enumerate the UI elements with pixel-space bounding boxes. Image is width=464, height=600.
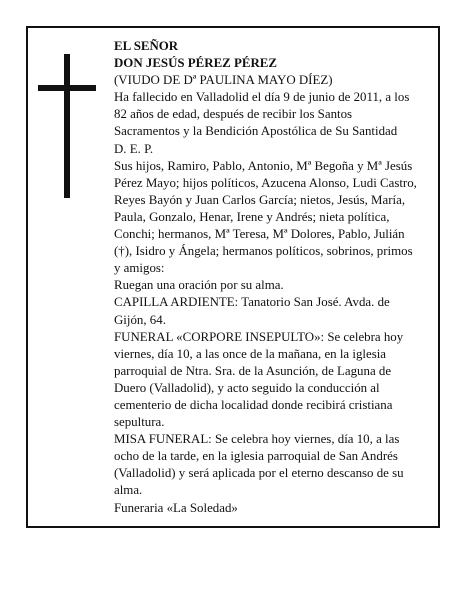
mass-info: MISA FUNERAL: Se celebra hoy viernes, día 10, a las ocho de la tarde, en la iglesia parroquial de San Andrés (Valladolid) y será aplicada por el eterno descanso de su alma. [114, 432, 404, 498]
cross-horizontal-bar [38, 85, 96, 91]
widower-line: (VIUDO DE Dª PAULINA MAYO DÍEZ) [114, 73, 333, 88]
funeral-home: Funeraria «La Soledad» [114, 500, 238, 515]
rip-line: D. E. P. [114, 141, 154, 156]
title-line: EL SEÑOR [114, 39, 179, 53]
funeral-info: FUNERAL «CORPORE INSEPULTO»: Se celebra hoy viernes, día 10, a las once de la mañana, en la iglesia parroquial de Ntra. Sra. de la Asunción, de Laguna de Duero (Valladolid), y acto seguido la conducción al cementerio de dicha localidad donde recibirá cristiana sepultura. [114, 329, 404, 430]
latin-cross-icon [38, 54, 96, 198]
family-paragraph: Sus hijos, Ramiro, Pablo, Antonio, Mª Begoña y Mª Jesús Pérez Mayo; hijos políticos, Azucena Alonso, Ludi Castro, Reyes Bayón y Juan Carlos García; nietos, Jesús, María, Paula, Gonzalo, Henar, Irene y Andrés; nieta política, Conchi; hermanos, Mª Teresa, Mª Dolores, Pablo, Julián (†), Isidro y Ángela; hermanos políticos, sobrinos, primos y amigos: [114, 158, 417, 276]
cross-vertical-bar [64, 54, 70, 198]
deceased-name: DON JESÚS PÉREZ PÉREZ [114, 56, 277, 71]
chapel-info: CAPILLA ARDIENTE: Tanatorio San José. Avda. de Gijón, 64. [114, 295, 390, 327]
obituary-text [114, 38, 420, 517]
death-paragraph: Ha fallecido en Valladolid el día 9 de junio de 2011, a los 82 años de edad, después de recibir los Santos Sacramentos y la Bendición Apostólica de Su Santidad [114, 90, 410, 139]
prayer-request: Ruegan una oración por su alma. [114, 278, 284, 293]
